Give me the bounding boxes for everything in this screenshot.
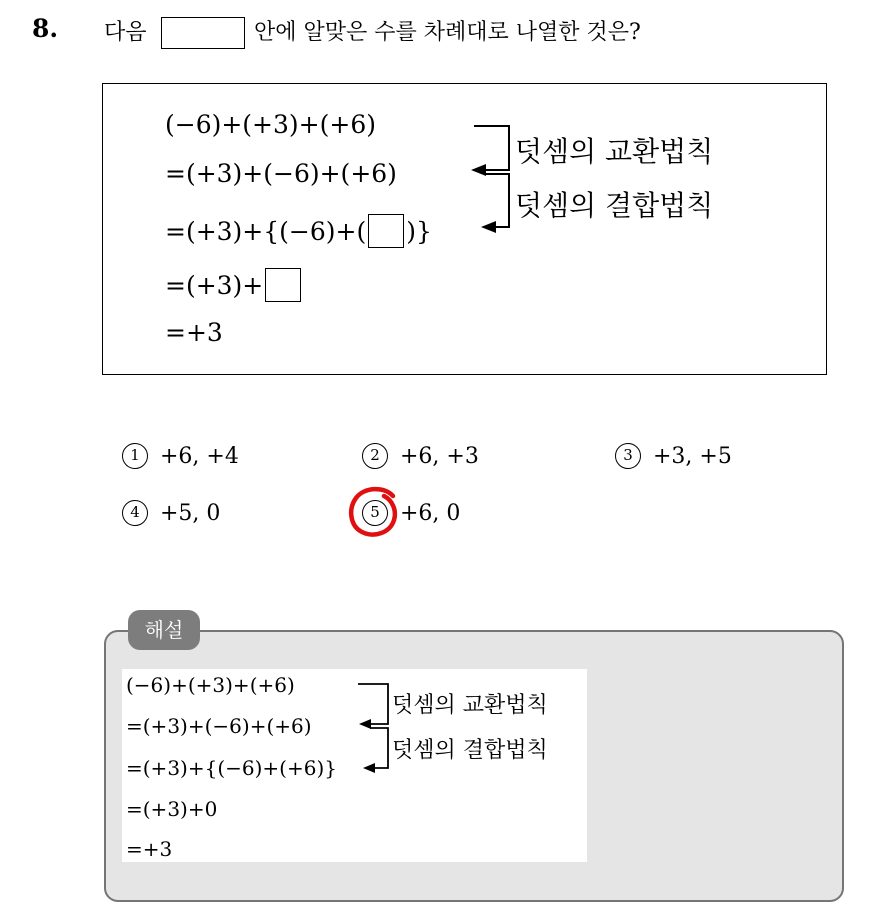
choice-3-mark: 3 [615,443,641,469]
answer-circle-stroke [351,489,395,534]
choice-5-mark: 5 [362,500,388,526]
answer-blank-1 [368,214,404,248]
choice-3-text: +3, +5 [653,444,732,469]
problem-line-4 [165,268,303,302]
question-blank-box [161,17,245,49]
choice-1[interactable] [122,443,239,469]
answer-circle-mark [346,484,402,538]
solution-line-1: (−6)+(+3)+(+6) [126,673,295,697]
commutative-bracket [474,126,509,170]
solution-commutative-arrowhead [359,719,371,729]
choice-3[interactable] [615,443,732,469]
solution-line-4: =(+3)+0 [126,797,218,821]
choice-4-mark: 4 [122,500,148,526]
solution-associative-arrowhead [363,763,375,773]
choice-2[interactable] [362,443,479,469]
choice-2-mark: 2 [362,443,388,469]
problem-line-1: (−6)+(+3)+(+6) [165,110,376,139]
choice-2-text: +6, +3 [400,444,479,469]
choice-5-text: +6, 0 [400,501,461,526]
commutative-arrowhead [471,164,486,176]
answer-blank-2 [265,268,301,302]
problem-line-3-start: =(+3)+{(−6)+( [165,217,367,246]
problem-line-3-end: )} [406,217,432,246]
associative-law-label: 덧셈의 결합법칙 [515,189,714,222]
choice-4[interactable] [122,500,220,526]
choice-4-text: +5, 0 [160,501,221,526]
solution-line-2: =(+3)+(−6)+(+6) [126,714,312,738]
solution-associative-bracket [370,728,388,768]
problem-line-5: =+3 [165,318,223,347]
choice-1-text: +6, +4 [160,444,239,469]
solution-line-5: =+3 [126,837,173,861]
commutative-law-label: 덧셈의 교환법칙 [515,135,714,168]
problem-line-4-start: =(+3)+ [165,271,264,300]
problem-line-3 [165,214,432,248]
solution-commutative-label: 덧셈의 교환법칙 [392,693,548,718]
solution-commutative-bracket [358,684,388,724]
associative-bracket [485,174,509,227]
problem-line-2: =(+3)+(−6)+(+6) [165,159,397,188]
associative-arrowhead [481,221,496,233]
question-text: 안에 알맞은 수를 차례대로 나열한 것은? [254,20,641,45]
choice-1-mark: 1 [122,443,148,469]
solution-line-3: =(+3)+{(−6)+(+6)} [126,756,337,780]
solution-tab: 해설 [128,610,200,650]
solution-associative-label: 덧셈의 결합법칙 [392,738,548,763]
question-number: 8. [32,14,59,43]
question-text-lead: 다음 [104,20,147,45]
